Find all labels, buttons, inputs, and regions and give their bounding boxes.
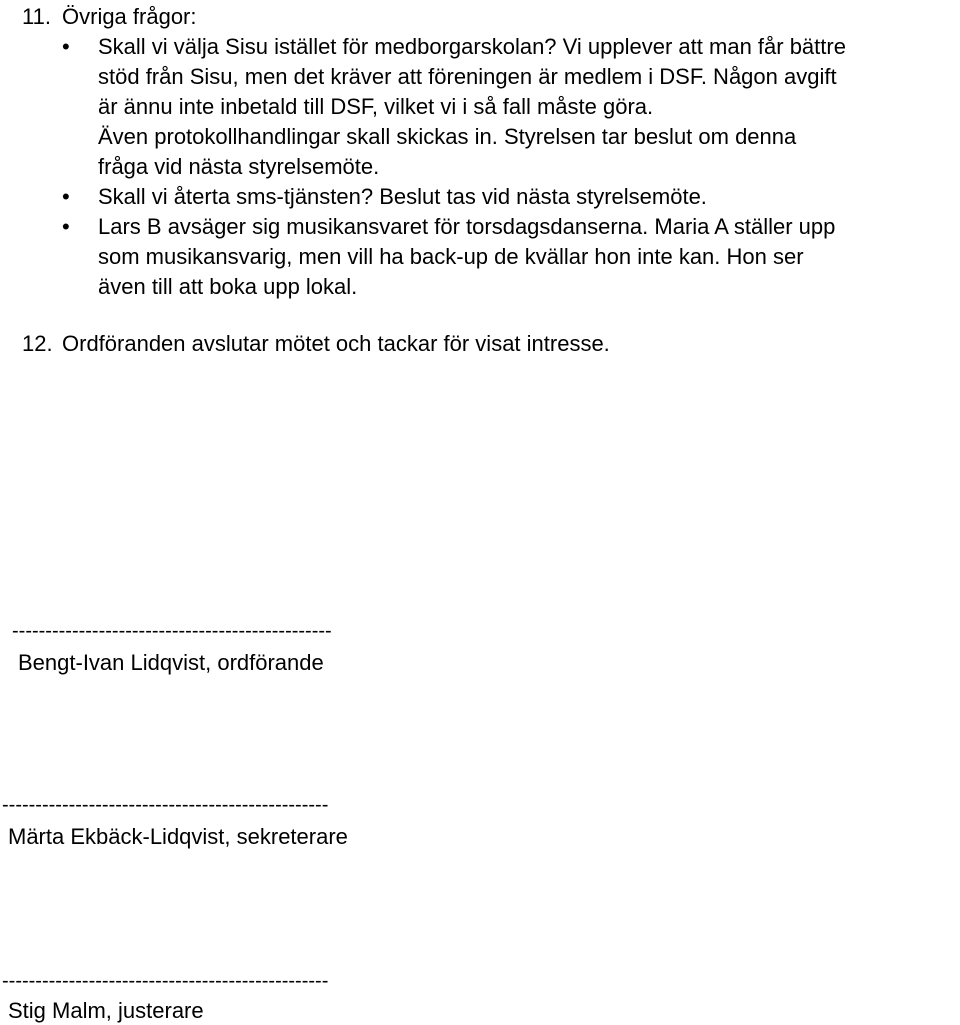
- signature-line-adjuster: -------------------------------------------------: [2, 970, 329, 992]
- item-3-line-1: Lars B avsäger sig musikansvaret för torsdagsdanserna. Maria A ställer upp: [98, 214, 836, 239]
- item-1-line-1: Skall vi välja Sisu istället för medborgarskolan? Vi upplever att man får bättre: [98, 34, 846, 59]
- signature-line-secretary: -------------------------------------------------: [2, 794, 329, 816]
- section-12-title: Ordföranden avslutar mötet och tackar för visat intresse.: [62, 331, 610, 356]
- section-11-title: Övriga frågor:: [62, 4, 197, 29]
- item-1-line-3: är ännu inte inbetald till DSF, vilket vi i så fall måste göra.: [98, 94, 654, 119]
- item-3-line-3: även till att boka upp lokal.: [98, 274, 358, 299]
- signature-name-chair: Bengt-Ivan Lidqvist, ordförande: [18, 650, 324, 675]
- section-12-number: 12.: [22, 331, 53, 356]
- item-1-line-2: stöd från Sisu, men det kräver att föreningen är medlem i DSF. Någon avgift: [98, 64, 837, 89]
- bullet-marker: •: [62, 184, 70, 209]
- item-2-line-1: Skall vi återta sms-tjänsten? Beslut tas vid nästa styrelsemöte.: [98, 184, 707, 209]
- signature-line-chair: ------------------------------------------------: [12, 620, 332, 642]
- item-3-line-2: som musikansvarig, men vill ha back-up de kvällar hon inte kan. Hon ser: [98, 244, 804, 269]
- bullet-marker: •: [62, 34, 70, 59]
- signature-name-adjuster: Stig Malm, justerare: [8, 998, 204, 1023]
- bullet-marker: •: [62, 214, 70, 239]
- item-1-line-5: fråga vid nästa styrelsemöte.: [98, 154, 380, 179]
- signature-name-secretary: Märta Ekbäck-Lidqvist, sekreterare: [8, 824, 348, 849]
- section-11-number: 11.: [22, 4, 51, 29]
- item-1-line-4: Även protokollhandlingar skall skickas in. Styrelsen tar beslut om denna: [98, 124, 797, 149]
